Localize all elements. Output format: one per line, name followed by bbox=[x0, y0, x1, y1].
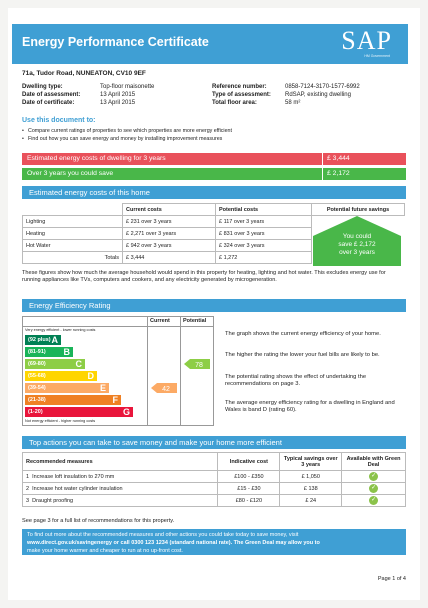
rating-band-range: (39-54) bbox=[28, 385, 46, 391]
potential-column-header: Potential bbox=[183, 318, 207, 324]
efficiency-top-note: Very energy efficient - lower running costs bbox=[25, 328, 96, 332]
cost-cell: £15 - £30 bbox=[218, 483, 280, 495]
efficiency-bottom-note: Not energy efficient - higher running costs bbox=[25, 419, 96, 423]
saving-cell: £ 24 bbox=[280, 495, 342, 507]
estimated-costs-band bbox=[22, 153, 406, 165]
reference-number-label: Reference number: bbox=[212, 84, 267, 90]
page-number: Page 1 of 4 bbox=[377, 576, 406, 582]
rating-band-f bbox=[25, 395, 121, 405]
actions-table bbox=[22, 452, 406, 507]
saving-cell: £ 138 bbox=[280, 483, 342, 495]
current-rating-arrow bbox=[151, 383, 177, 393]
rating-band-range: (92 plus) bbox=[28, 337, 51, 343]
efficiency-paragraph: The higher the rating the lower your fuel bills are likely to be. bbox=[225, 352, 380, 358]
green-deal-cell bbox=[342, 471, 406, 483]
rating-band-letter: C bbox=[75, 359, 82, 369]
potential-cost: £ 831 over 3 years bbox=[216, 228, 312, 240]
dwelling-type-label: Dwelling type: bbox=[22, 84, 63, 90]
table-header-row bbox=[23, 453, 406, 471]
savings-value: £ 2,172 bbox=[322, 168, 406, 180]
table-header: Recommended measures bbox=[23, 453, 218, 471]
reference-number-value: 0858-7124-3170-1577-6992 bbox=[285, 84, 360, 90]
green-deal-cell bbox=[342, 495, 406, 507]
cost-cell: £80 - £120 bbox=[218, 495, 280, 507]
assessment-date-label: Date of assessment: bbox=[22, 92, 81, 98]
table-row bbox=[23, 483, 406, 495]
measure-cell: 1 Increase loft insulation to 270 mm bbox=[23, 471, 218, 483]
floor-area-label: Total floor area: bbox=[212, 100, 257, 106]
rating-band-b bbox=[25, 347, 73, 357]
measure-cell: 2 Increase hot water cylinder insulation bbox=[23, 483, 218, 495]
rating-band-e bbox=[25, 383, 109, 393]
table-row bbox=[23, 495, 406, 507]
estimated-costs-label: Estimated energy costs of dwelling for 3 years bbox=[27, 155, 166, 162]
estimated-costs-value: £ 3,444 bbox=[322, 153, 406, 165]
row-label: Lighting bbox=[23, 216, 123, 228]
table-header: Potential costs bbox=[216, 204, 312, 216]
dwelling-type-value: Top-floor maisonette bbox=[100, 84, 155, 90]
use-bullet: • Compare current ratings of properties to see which properties are more energy efficient bbox=[28, 128, 232, 134]
rating-band-letter: F bbox=[112, 395, 118, 405]
rating-band-c bbox=[25, 359, 85, 369]
table-header: Typical savings over 3 years bbox=[280, 453, 342, 471]
current-rating-value: 42 bbox=[162, 386, 170, 393]
rating-band-letter: D bbox=[87, 371, 94, 381]
website-link[interactable]: www.direct.gov.uk/savingenergy or call 0300 123 1234 (standard national rate). The Green Deal may allow you to bbox=[27, 540, 320, 546]
header-bar bbox=[12, 24, 408, 64]
rating-band-range: (1-20) bbox=[28, 409, 43, 415]
checkmark-icon: ✓ bbox=[371, 485, 377, 491]
rating-band-letter: A bbox=[51, 335, 58, 345]
cost-cell: £100 - £350 bbox=[218, 471, 280, 483]
checkmark-icon: ✓ bbox=[371, 473, 377, 479]
row-label: Hot Water bbox=[23, 240, 123, 252]
current-cost: £ 942 over 3 years bbox=[123, 240, 216, 252]
rating-band-letter: E bbox=[99, 383, 106, 393]
rating-band-range: (81-91) bbox=[28, 349, 46, 355]
costs-section-title: Estimated energy costs of this home bbox=[22, 186, 406, 199]
table-header: Potential future savings bbox=[312, 204, 405, 216]
total-current: £ 3,444 bbox=[123, 252, 216, 264]
potential-cost: £ 324 over 3 years bbox=[216, 240, 312, 252]
table-header: Indicative cost bbox=[218, 453, 280, 471]
savings-callout: You could save £ 2,172 over 3 years bbox=[338, 233, 376, 256]
find-out-more-box: To find out more about the recommended measures and other actions you could take today to save money, visit www.direct.gov.uk/savingenergy or call 0300 123 1234 (standard national rate). The Green Deal may allow you to make your home warmer and cheaper to run at no up-front cost. bbox=[22, 529, 406, 555]
total-potential: £ 1,272 bbox=[216, 252, 312, 264]
table-row bbox=[23, 471, 406, 483]
savings-band bbox=[22, 168, 406, 180]
floor-area-value: 58 m² bbox=[285, 100, 301, 106]
potential-cost: £ 117 over 3 years bbox=[216, 216, 312, 228]
saving-cell: £ 1,050 bbox=[280, 471, 342, 483]
table-header: Available with Green Deal bbox=[342, 453, 406, 471]
assessment-type-label: Type of assessment: bbox=[212, 92, 271, 98]
assessment-type-value: RdSAP, existing dwelling bbox=[285, 92, 351, 98]
totals-label: Totals bbox=[23, 252, 123, 264]
measure-cell: 3 Draught proofing bbox=[23, 495, 218, 507]
table-header-row bbox=[23, 204, 405, 216]
efficiency-paragraph: The average energy efficiency rating for a dwelling in England and Wales is band D (rating 60). bbox=[225, 400, 395, 413]
row-label: Heating bbox=[23, 228, 123, 240]
efficiency-chart bbox=[22, 316, 214, 426]
use-document-title: Use this document to: bbox=[22, 117, 96, 124]
rating-band-range: (55-68) bbox=[28, 373, 46, 379]
costs-note: These figures show how much the average household would spend in this property for heating, lighting and hot water. This excludes energy use for running appliances like TVs, computers and cookers, and any electricity generated by microgeneration. bbox=[22, 270, 386, 283]
current-column-header: Current bbox=[150, 318, 170, 324]
efficiency-paragraph: The graph shows the current energy efficiency of your home. bbox=[225, 331, 381, 337]
rating-band-range: (21-38) bbox=[28, 397, 46, 403]
rating-band-a bbox=[25, 335, 61, 345]
table-header: Current costs bbox=[123, 204, 216, 216]
rating-band-range: (69-80) bbox=[28, 361, 46, 367]
sap-logo: SAP bbox=[341, 26, 392, 55]
checkmark-icon: ✓ bbox=[371, 497, 377, 503]
certificate-date-value: 13 April 2015 bbox=[100, 100, 136, 106]
potential-rating-value: 78 bbox=[195, 362, 203, 369]
use-bullet: • Find out how you can save energy and money by installing improvement measures bbox=[28, 136, 222, 142]
green-deal-cell bbox=[342, 483, 406, 495]
savings-label: Over 3 years you could save bbox=[27, 170, 114, 177]
sap-logo-subtext: HM Government bbox=[364, 54, 390, 58]
rating-band-g bbox=[25, 407, 133, 417]
see-page-note: See page 3 for a full list of recommendations for this property. bbox=[22, 518, 175, 524]
rating-band-d bbox=[25, 371, 97, 381]
certificate-date-label: Date of certificate: bbox=[22, 100, 75, 106]
efficiency-section-title: Energy Efficiency Rating bbox=[22, 299, 406, 312]
actions-section-title: Top actions you can take to save money and make your home more efficient bbox=[22, 436, 406, 449]
efficiency-paragraph: The potential rating shows the effect of undertaking the recommendations on page 3. bbox=[225, 374, 367, 387]
rating-band-letter: B bbox=[63, 347, 70, 357]
assessment-date-value: 13 April 2015 bbox=[100, 92, 136, 98]
potential-rating-arrow bbox=[184, 359, 210, 369]
current-cost: £ 2,271 over 3 years bbox=[123, 228, 216, 240]
current-cost: £ 231 over 3 years bbox=[123, 216, 216, 228]
page-title: Energy Performance Certificate bbox=[22, 35, 209, 49]
property-address: 71a, Tudor Road, NUNEATON, CV10 9EF bbox=[22, 70, 146, 77]
rating-band-letter: G bbox=[122, 407, 130, 417]
table-header bbox=[23, 204, 123, 216]
